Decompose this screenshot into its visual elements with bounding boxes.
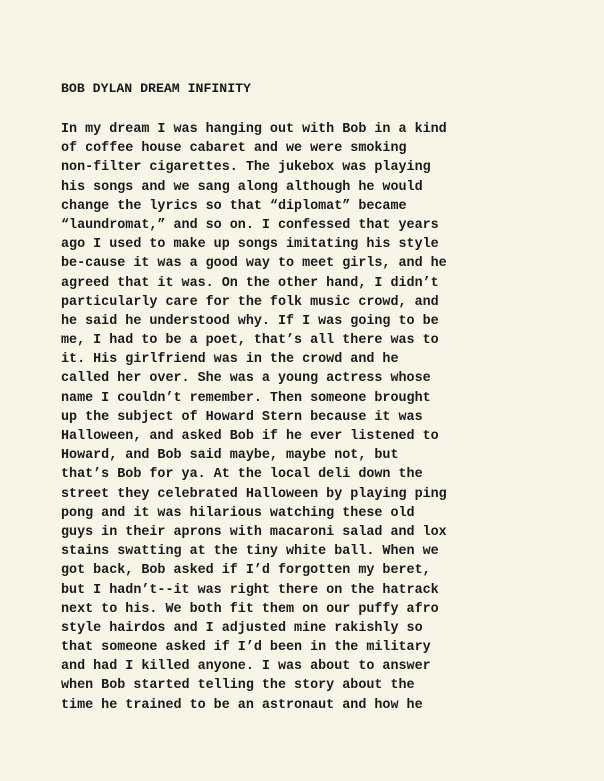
body-line: but I hadn’t--it was right there on the hatrack xyxy=(61,582,439,598)
body-line: called her over. She was a young actress whose xyxy=(61,371,431,387)
body-line: his songs and we sang along although he would xyxy=(61,179,423,195)
body-line: and had I killed anyone. I was about to answer xyxy=(61,659,431,675)
body-line: “laundromat,” and so on. I confessed that years xyxy=(61,217,439,233)
body-line: of coffee house cabaret and we were smoking xyxy=(61,141,407,157)
body-line: particularly care for the folk music crowd, and xyxy=(61,294,439,310)
body-line: it. His girlfriend was in the crowd and he xyxy=(61,352,399,368)
body-line: street they celebrated Halloween by playing ping xyxy=(61,486,447,502)
body-line: Howard, and Bob said maybe, maybe not, but xyxy=(61,448,399,464)
body-line: stains swatting at the tiny white ball. When we xyxy=(61,544,439,560)
body-line: got back, Bob asked if I’d forgotten my beret, xyxy=(61,563,431,579)
document-body xyxy=(61,120,447,715)
body-line: Halloween, and asked Bob if he ever listened to xyxy=(61,429,439,444)
body-line: guys in their aprons with macaroni salad and lox xyxy=(61,524,447,540)
body-line: me, I had to be a poet, that’s all there was to xyxy=(61,333,439,349)
body-line: that’s Bob for ya. At the local deli down the xyxy=(61,467,423,483)
body-line: he said he understood why. If I was going to be xyxy=(61,313,439,329)
body-line: up the subject of Howard Stern because it was xyxy=(61,409,423,425)
body-line: be-cause it was a good way to meet girls, and he xyxy=(61,256,447,272)
body-line: time he trained to be an astronaut and how he xyxy=(61,697,423,713)
body-line: that someone asked if I’d been in the military xyxy=(61,640,431,656)
body-line: pong and it was hilarious watching these old xyxy=(61,505,415,521)
body-line: non-filter cigarettes. The jukebox was playing xyxy=(61,160,431,176)
body-line: In my dream I was hanging out with Bob in a kind xyxy=(61,122,447,137)
body-line: when Bob started telling the story about the xyxy=(61,678,415,694)
body-line: agreed that it was. On the other hand, I didn’t xyxy=(61,275,439,291)
body-line: ago I used to make up songs imitating his style xyxy=(61,237,439,253)
document-title: BOB DYLAN DREAM INFINITY xyxy=(61,81,251,96)
body-line: name I couldn’t remember. Then someone brought xyxy=(61,390,431,406)
body-line: change the lyrics so that “diplomat” became xyxy=(61,198,407,214)
body-line: style hairdos and I adjusted mine rakishly so xyxy=(61,620,423,636)
body-line: next to his. We both fit them on our puffy afro xyxy=(61,601,439,617)
